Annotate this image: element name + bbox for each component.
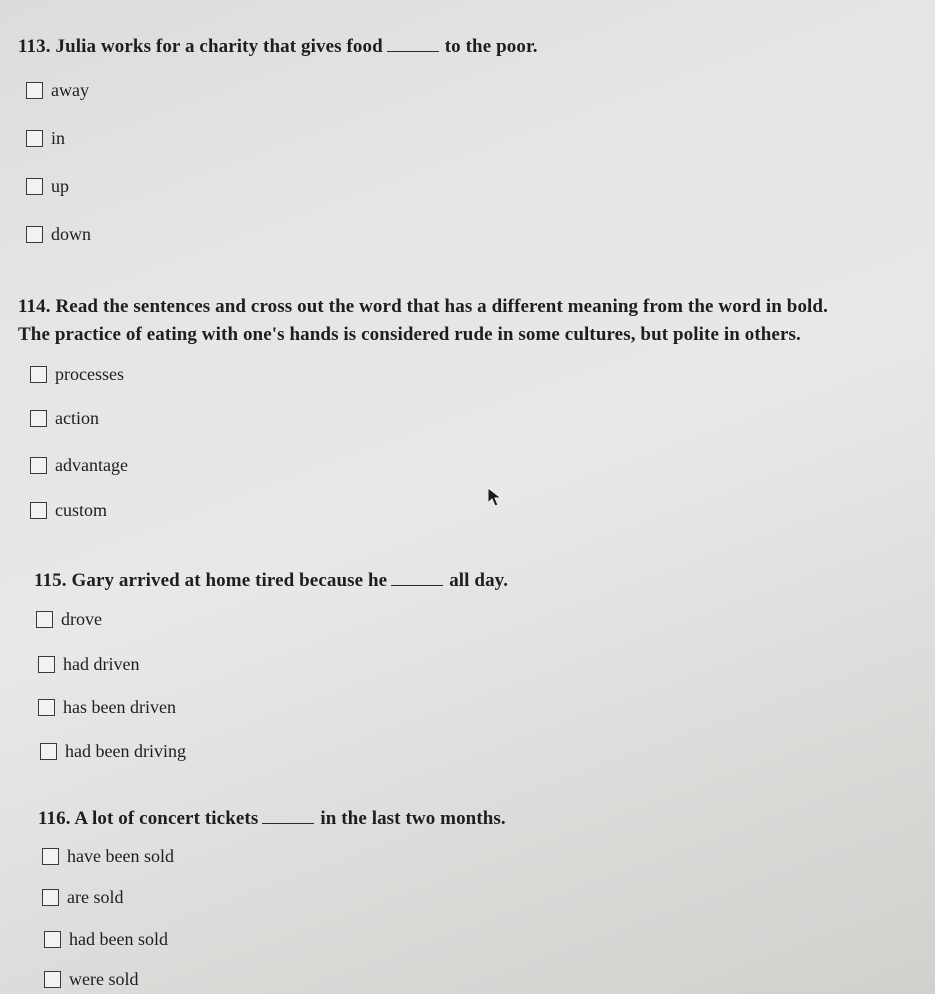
option-up[interactable] <box>26 176 69 197</box>
question-number: 113. <box>18 36 51 57</box>
option-label: are sold <box>67 887 124 907</box>
option-were-sold[interactable] <box>44 969 138 990</box>
option-had-driven[interactable] <box>38 654 139 675</box>
checkbox[interactable] <box>26 178 43 195</box>
option-label: action <box>55 408 99 428</box>
checkbox[interactable] <box>44 971 61 988</box>
question-text-before: Julia works for a charity that gives food <box>55 36 383 57</box>
question-number: 115. <box>34 570 67 591</box>
mouse-pointer-icon <box>487 487 503 509</box>
checkbox[interactable] <box>42 889 59 906</box>
option-processes[interactable] <box>30 364 124 385</box>
option-label: processes <box>55 364 124 384</box>
option-drove[interactable] <box>36 609 102 630</box>
option-label: away <box>51 80 89 100</box>
answer-blank <box>262 809 314 824</box>
question-114-stem-line1 <box>18 296 828 318</box>
question-number: 114. <box>18 296 51 317</box>
option-are-sold[interactable] <box>42 887 123 908</box>
question-text-after: to the poor. <box>444 36 538 57</box>
option-down[interactable] <box>26 224 91 245</box>
option-label: in <box>51 128 66 148</box>
checkbox[interactable] <box>30 457 47 474</box>
option-had-been-sold[interactable] <box>44 929 168 950</box>
option-label: had driven <box>63 654 140 674</box>
question-text-before: A lot of concert tickets <box>74 808 259 829</box>
question-instruction: Read the sentences and cross out the word that has a different meaning from the word in bold. <box>55 296 828 317</box>
option-advantage[interactable] <box>30 455 128 476</box>
option-label: have been sold <box>67 846 174 866</box>
checkbox[interactable] <box>38 656 55 673</box>
option-had-been-driving[interactable] <box>40 741 186 762</box>
option-label: had been sold <box>69 929 168 949</box>
question-text-before: Gary arrived at home tired because he <box>71 570 388 591</box>
option-label: custom <box>55 500 107 520</box>
option-away[interactable] <box>26 80 89 101</box>
option-label: has been driven <box>63 697 176 717</box>
checkbox[interactable] <box>26 130 43 147</box>
question-114-stem-line2 <box>18 324 801 346</box>
checkbox[interactable] <box>40 743 57 760</box>
checkbox[interactable] <box>38 699 55 716</box>
option-in[interactable] <box>26 128 65 149</box>
checkbox[interactable] <box>26 82 43 99</box>
question-text-after: all day. <box>449 570 509 591</box>
question-sentence: The practice of eating with one's hands is considered rude in some cultures, but polite in others. <box>18 324 801 345</box>
question-text-after: in the last two months. <box>320 808 506 829</box>
option-label: had been driving <box>65 741 186 761</box>
question-115-stem <box>34 570 508 592</box>
option-has-been-driven[interactable] <box>38 697 176 718</box>
option-custom[interactable] <box>30 500 107 521</box>
option-label: drove <box>61 609 102 629</box>
checkbox[interactable] <box>30 366 47 383</box>
checkbox[interactable] <box>26 226 43 243</box>
checkbox[interactable] <box>36 611 53 628</box>
option-action[interactable] <box>30 408 99 429</box>
option-label: advantage <box>55 455 128 475</box>
question-116-stem <box>38 808 506 830</box>
answer-blank <box>391 571 443 586</box>
question-113-stem <box>18 36 538 58</box>
checkbox[interactable] <box>30 502 47 519</box>
answer-blank <box>387 37 439 52</box>
option-label: up <box>51 176 69 196</box>
checkbox[interactable] <box>30 410 47 427</box>
question-number: 116. <box>38 808 71 829</box>
option-label: were sold <box>69 969 139 989</box>
checkbox[interactable] <box>44 931 61 948</box>
option-have-been-sold[interactable] <box>42 846 174 867</box>
option-label: down <box>51 224 91 244</box>
checkbox[interactable] <box>42 848 59 865</box>
